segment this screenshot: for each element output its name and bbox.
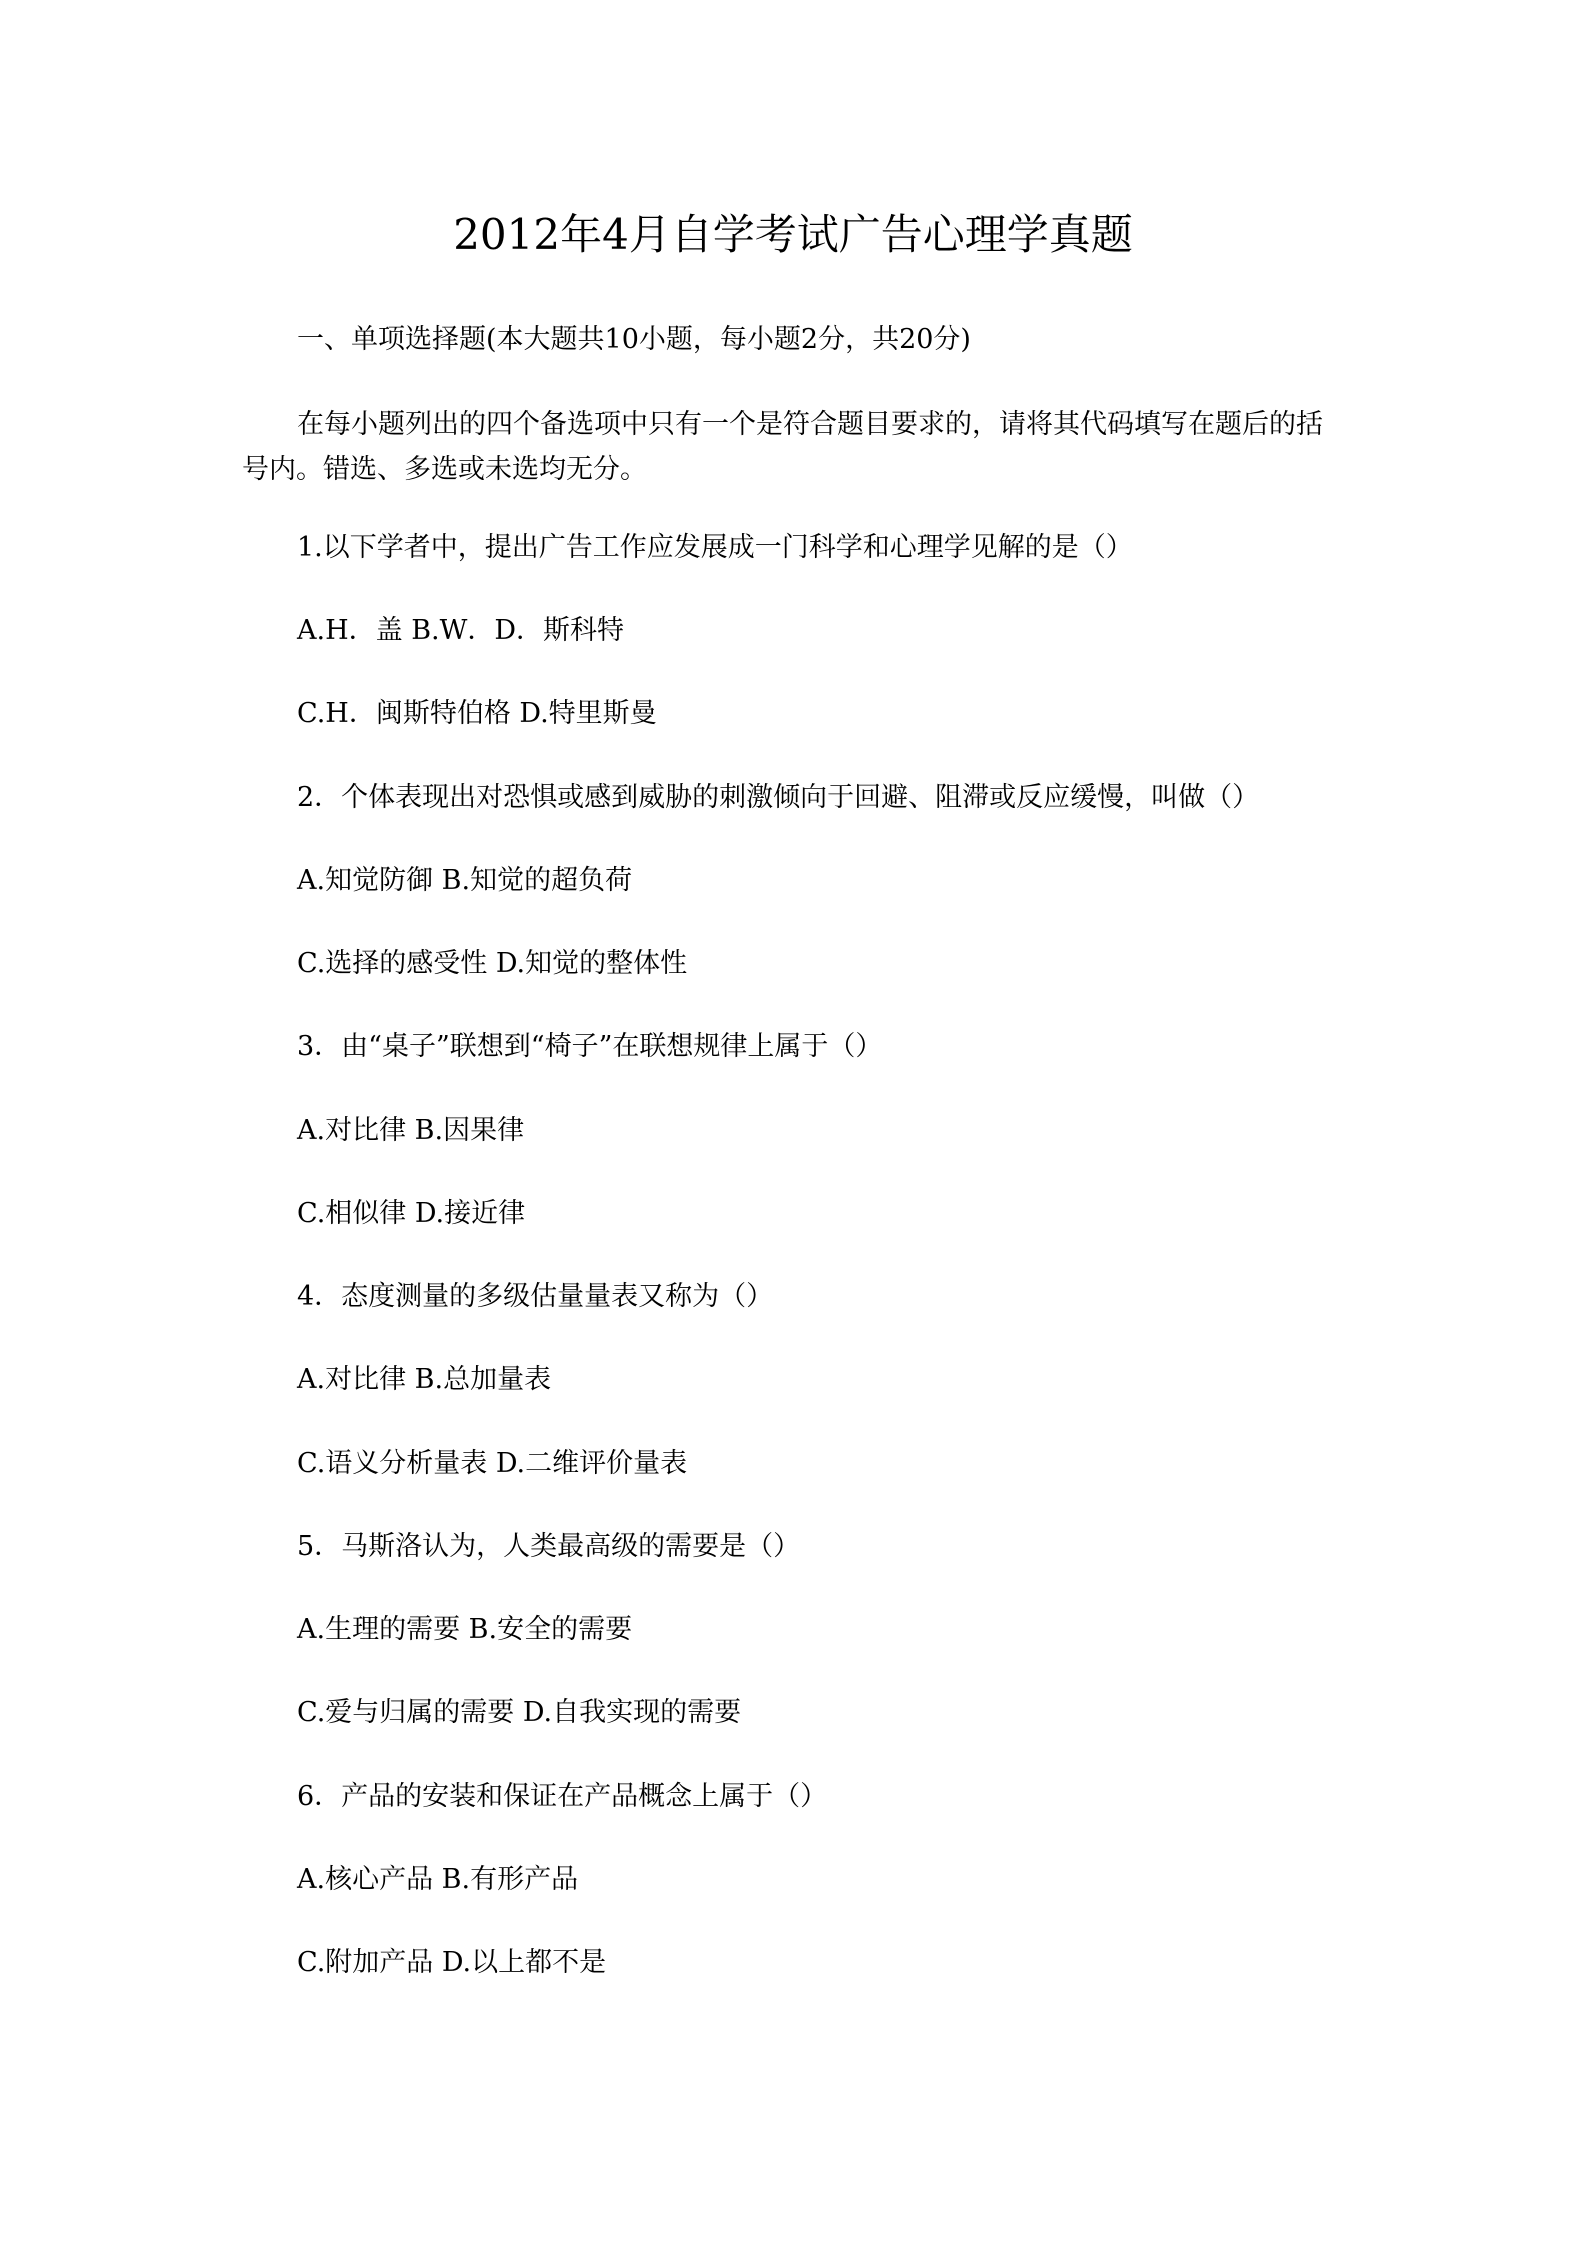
document-title: 2012年4月自学考试广告心理学真题 bbox=[453, 210, 1133, 259]
option-line: C.语义分析量表 D.二维评价量表 bbox=[297, 1448, 688, 1479]
option-line: A.知觉防御 B.知觉的超负荷 bbox=[297, 865, 633, 896]
question-5: 5．马斯洛认为，人类最高级的需要是（） bbox=[297, 1531, 801, 1562]
question-4: 4．态度测量的多级估量量表又称为（） bbox=[297, 1281, 774, 1312]
option-line: A.对比律 B.因果律 bbox=[297, 1115, 525, 1146]
question-6: 6．产品的安装和保证在产品概念上属于（） bbox=[297, 1781, 828, 1812]
option-line: A.生理的需要 B.安全的需要 bbox=[297, 1614, 633, 1645]
option-line: C.相似律 D.接近律 bbox=[297, 1198, 526, 1229]
instructions-line-2: 号内。错选、多选或未选均无分。 bbox=[242, 454, 647, 485]
option-line: C.选择的感受性 D.知觉的整体性 bbox=[297, 948, 688, 979]
question-3: 3．由“桌子”联想到“椅子”在联想规律上属于（） bbox=[297, 1031, 883, 1062]
option-line: A.核心产品 B.有形产品 bbox=[297, 1864, 579, 1895]
option-line: C.爱与归属的需要 D.自我实现的需要 bbox=[297, 1697, 742, 1728]
option-line: A.H．盖 B.W．D．斯科特 bbox=[297, 615, 625, 646]
question-1: 1.以下学者中，提出广告工作应发展成一门科学和心理学见解的是（） bbox=[297, 532, 1133, 563]
question-2: 2．个体表现出对恐惧或感到威胁的刺激倾向于回避、阻滞或反应缓慢，叫做（） bbox=[297, 782, 1260, 813]
instructions-line-1: 在每小题列出的四个备选项中只有一个是符合题目要求的，请将其代码填写在题后的括 bbox=[297, 409, 1323, 440]
option-line: A.对比律 B.总加量表 bbox=[297, 1364, 552, 1395]
section-heading: 一、单项选择题(本大题共10小题，每小题2分，共20分) bbox=[297, 324, 971, 355]
instructions-paragraph bbox=[242, 402, 1352, 492]
option-line: C.H．闽斯特伯格 D.特里斯曼 bbox=[297, 698, 657, 729]
option-line: C.附加产品 D.以上都不是 bbox=[297, 1947, 607, 1978]
